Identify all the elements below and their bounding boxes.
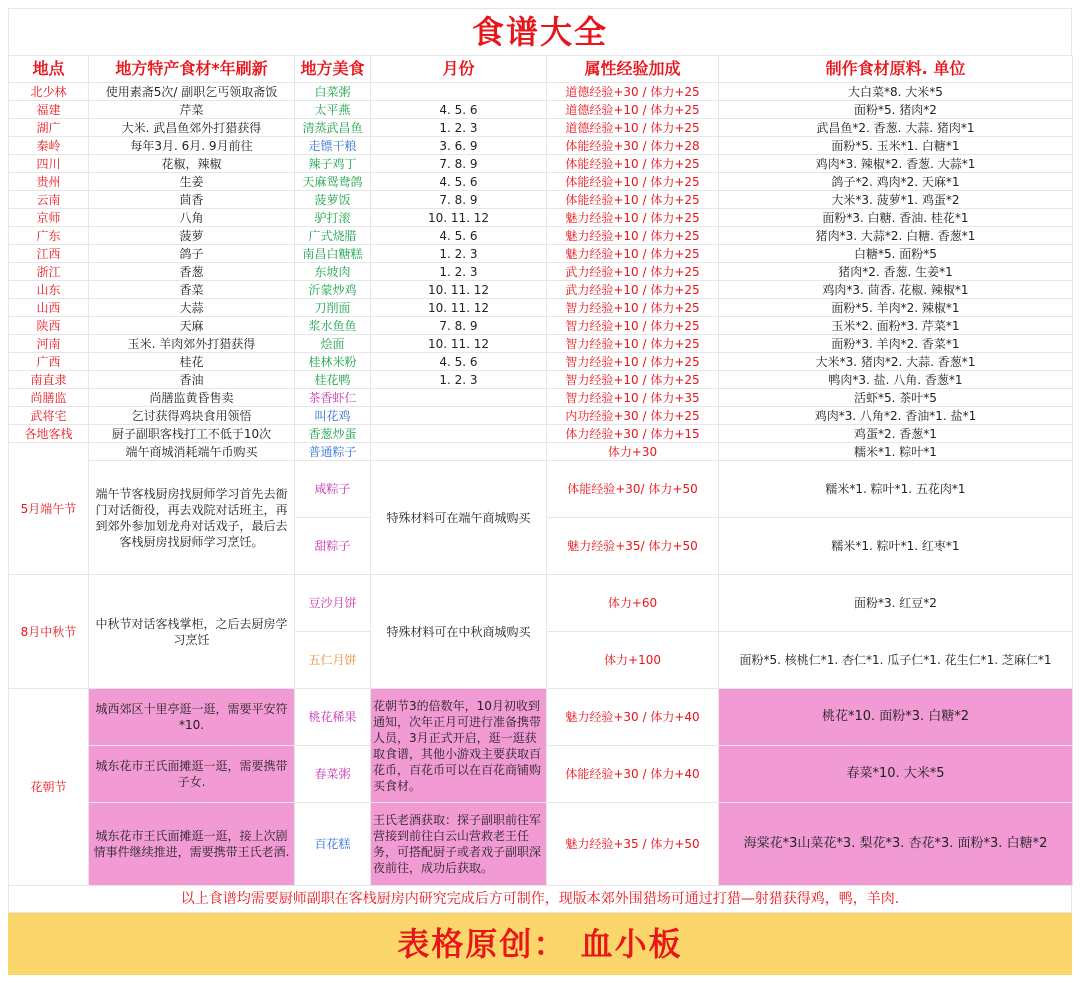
source-cell: 菠萝 <box>89 227 295 245</box>
table-row <box>9 191 1073 209</box>
months-cell: 4. 5. 6 <box>371 101 547 119</box>
source-cell: 香葱 <box>89 263 295 281</box>
bonus-cell: 体力+60 <box>547 575 719 632</box>
ingredients-cell: 面粉*3. 红豆*2 <box>719 575 1073 632</box>
dish-cell: 太平燕 <box>295 101 371 119</box>
source-cell: 芹菜 <box>89 101 295 119</box>
source-cell: 花椒，辣椒 <box>89 155 295 173</box>
dish-cell: 烩面 <box>295 335 371 353</box>
months-cell: 特殊材料可在端午商城购买 <box>371 461 547 575</box>
dish-cell: 咸粽子 <box>295 461 371 518</box>
bonus-cell: 魅力经验+10 / 体力+25 <box>547 227 719 245</box>
header-ingredients: 制作食材原料. 单位 <box>719 56 1073 83</box>
dish-cell: 驴打滚 <box>295 209 371 227</box>
dish-cell: 刀削面 <box>295 299 371 317</box>
location-cell: 山东 <box>9 281 89 299</box>
location-cell: 贵州 <box>9 173 89 191</box>
dish-cell: 桂林米粉 <box>295 353 371 371</box>
source-cell: 城东花市王氏面摊逛一逛，接上次剧情事件继续推进，需要携带王氏老酒. <box>89 803 295 886</box>
table-row <box>9 443 1073 461</box>
bonus-cell: 魅力经验+35/ 体力+50 <box>547 518 719 575</box>
bonus-cell: 道德经验+10 / 体力+25 <box>547 119 719 137</box>
source-cell: 大蒜 <box>89 299 295 317</box>
location-cell: 河南 <box>9 335 89 353</box>
months-cell: 10. 11. 12 <box>371 299 547 317</box>
location-cell: 武将宅 <box>9 407 89 425</box>
months-cell: 7. 8. 9 <box>371 155 547 173</box>
dish-cell: 沂蒙炒鸡 <box>295 281 371 299</box>
dish-cell: 南昌白糖糕 <box>295 245 371 263</box>
ingredients-cell: 鸡肉*3. 八角*2. 香油*1. 盐*1 <box>719 407 1073 425</box>
ingredients-cell: 武昌鱼*2. 香葱. 大蒜. 猪肉*1 <box>719 119 1073 137</box>
ingredients-cell: 面粉*3. 白糖. 香油. 桂花*1 <box>719 209 1073 227</box>
source-cell: 端午商城消耗端午币购买 <box>89 443 295 461</box>
table-row <box>9 335 1073 353</box>
location-cell: 陕西 <box>9 317 89 335</box>
bonus-cell: 智力经验+10 / 体力+25 <box>547 371 719 389</box>
festival-location: 8月中秋节 <box>9 575 89 689</box>
table-row <box>9 689 1073 746</box>
ingredients-cell: 面粉*3. 羊肉*2. 香菜*1 <box>719 335 1073 353</box>
table-row <box>9 299 1073 317</box>
header-source: 地方特产食材*年刷新 <box>89 56 295 83</box>
ingredients-cell: 糯米*1. 粽叶*1. 红枣*1 <box>719 518 1073 575</box>
bonus-cell: 智力经验+10 / 体力+25 <box>547 317 719 335</box>
author-banner: 表格原创： 血小板 <box>8 913 1072 975</box>
bonus-cell: 魅力经验+10 / 体力+25 <box>547 209 719 227</box>
bonus-cell: 智力经验+10 / 体力+25 <box>547 353 719 371</box>
ingredients-cell: 白糖*5. 面粉*5 <box>719 245 1073 263</box>
dish-cell: 香葱炒蛋 <box>295 425 371 443</box>
source-cell: 香油 <box>89 371 295 389</box>
months-cell <box>371 443 547 461</box>
ingredients-cell: 猪肉*3. 大蒜*2. 白糖. 香葱*1 <box>719 227 1073 245</box>
table-row <box>9 371 1073 389</box>
location-cell: 广东 <box>9 227 89 245</box>
source-cell: 香菜 <box>89 281 295 299</box>
dish-cell: 普通粽子 <box>295 443 371 461</box>
location-cell: 南直隶 <box>9 371 89 389</box>
bonus-cell: 魅力经验+30 / 体力+40 <box>547 689 719 746</box>
location-cell: 北少林 <box>9 83 89 101</box>
header-dish: 地方美食 <box>295 56 371 83</box>
dish-cell: 叫花鸡 <box>295 407 371 425</box>
source-cell: 厨子副职客栈打工不低于10次 <box>89 425 295 443</box>
source-cell: 茴香 <box>89 191 295 209</box>
table-row <box>9 803 1073 886</box>
source-cell: 八角 <box>89 209 295 227</box>
ingredients-cell: 玉米*2. 面粉*3. 芹菜*1 <box>719 317 1073 335</box>
ingredients-cell: 大白菜*8. 大米*5 <box>719 83 1073 101</box>
table-row <box>9 227 1073 245</box>
months-cell: 10. 11. 12 <box>371 335 547 353</box>
bonus-cell: 魅力经验+35 / 体力+50 <box>547 803 719 886</box>
bonus-cell: 体能经验+30 / 体力+40 <box>547 746 719 803</box>
dish-cell: 百花糕 <box>295 803 371 886</box>
ingredients-cell: 面粉*5. 玉米*1. 白糖*1 <box>719 137 1073 155</box>
bonus-cell: 道德经验+10 / 体力+25 <box>547 101 719 119</box>
zhongqiu-section <box>9 575 1073 689</box>
source-cell: 每年3月. 6月. 9月前往 <box>89 137 295 155</box>
location-cell: 秦岭 <box>9 137 89 155</box>
dish-cell: 豆沙月饼 <box>295 575 371 632</box>
ingredients-cell: 鸡肉*3. 辣椒*2. 香葱. 大蒜*1 <box>719 155 1073 173</box>
source-cell: 端午节客栈厨房找厨师学习首先去衙门对话衙役，再去戏院对话班主，再到郊外参加划龙舟对话戏子，最后去客栈厨房找厨师学习烹饪。 <box>89 461 295 575</box>
header-bonus: 属性经验加成 <box>547 56 719 83</box>
dish-cell: 桂花鸭 <box>295 371 371 389</box>
months-cell <box>371 389 547 407</box>
table-row <box>9 263 1073 281</box>
location-cell: 福建 <box>9 101 89 119</box>
location-cell: 云南 <box>9 191 89 209</box>
months-cell <box>371 83 547 101</box>
months-cell: 7. 8. 9 <box>371 317 547 335</box>
recipe-table <box>8 55 1073 886</box>
ingredients-cell: 猪肉*2. 香葱. 生姜*1 <box>719 263 1073 281</box>
bonus-cell: 智力经验+10 / 体力+25 <box>547 335 719 353</box>
dish-cell: 五仁月饼 <box>295 632 371 689</box>
bonus-cell: 体能经验+10 / 体力+25 <box>547 191 719 209</box>
bonus-cell: 武力经验+10 / 体力+25 <box>547 281 719 299</box>
source-cell: 尚膳监黄昏售卖 <box>89 389 295 407</box>
dish-cell: 茶香虾仁 <box>295 389 371 407</box>
months-cell <box>371 407 547 425</box>
festival-location: 花朝节 <box>9 689 89 886</box>
table-row <box>9 281 1073 299</box>
ingredients-cell: 鸡蛋*2. 香葱*1 <box>719 425 1073 443</box>
header-location: 地点 <box>9 56 89 83</box>
table-row <box>9 407 1073 425</box>
table-row <box>9 575 1073 632</box>
table-row <box>9 317 1073 335</box>
table-row <box>9 209 1073 227</box>
bonus-cell: 体力经验+30 / 体力+15 <box>547 425 719 443</box>
months-cell: 4. 5. 6 <box>371 227 547 245</box>
months-cell: 1. 2. 3 <box>371 245 547 263</box>
source-cell: 中秋节对话客栈掌柜，之后去厨房学习烹饪 <box>89 575 295 689</box>
bonus-cell: 内功经验+30 / 体力+25 <box>547 407 719 425</box>
dish-cell: 白菜粥 <box>295 83 371 101</box>
ingredients-cell: 面粉*5. 羊肉*2. 辣椒*1 <box>719 299 1073 317</box>
bonus-cell: 体力+100 <box>547 632 719 689</box>
location-cell: 湖广 <box>9 119 89 137</box>
header-months: 月份 <box>371 56 547 83</box>
bonus-cell: 智力经验+10 / 体力+35 <box>547 389 719 407</box>
dish-cell: 桃花稀果 <box>295 689 371 746</box>
table-row <box>9 137 1073 155</box>
dish-cell: 浆水鱼鱼 <box>295 317 371 335</box>
ingredients-cell: 糯米*1. 粽叶*1 <box>719 443 1073 461</box>
location-cell: 江西 <box>9 245 89 263</box>
ingredients-cell: 大米*3. 菠萝*1. 鸡蛋*2 <box>719 191 1073 209</box>
ingredients-cell: 活虾*5. 茶叶*5 <box>719 389 1073 407</box>
huachao-section <box>9 689 1073 886</box>
table-row <box>9 353 1073 371</box>
months-cell: 4. 5. 6 <box>371 173 547 191</box>
table-row <box>9 245 1073 263</box>
dish-cell: 清蒸武昌鱼 <box>295 119 371 137</box>
bonus-cell: 魅力经验+10 / 体力+25 <box>547 245 719 263</box>
location-cell: 尚膳监 <box>9 389 89 407</box>
location-cell: 各地客栈 <box>9 425 89 443</box>
months-cell <box>371 425 547 443</box>
table-row <box>9 155 1073 173</box>
months-cell: 1. 2. 3 <box>371 263 547 281</box>
footnote: 以上食谱均需要厨师副职在客栈厨房内研究完成后方可制作，现版本郊外围猎场可通过打猎—射猎获得鸡，鸭，羊肉. <box>8 886 1072 913</box>
location-cell: 浙江 <box>9 263 89 281</box>
table-row <box>9 119 1073 137</box>
bonus-cell: 体能经验+10 / 体力+25 <box>547 173 719 191</box>
source-cell: 玉米. 羊肉郊外打猎获得 <box>89 335 295 353</box>
source-cell: 天麻 <box>89 317 295 335</box>
table-row <box>9 83 1073 101</box>
bonus-cell: 体能经验+30/ 体力+50 <box>547 461 719 518</box>
source-cell: 桂花 <box>89 353 295 371</box>
source-cell: 城西郊区十里亭逛一逛，需要平安符*10. <box>89 689 295 746</box>
sheet-title: 食谱大全 <box>8 8 1072 55</box>
months-cell: 3. 6. 9 <box>371 137 547 155</box>
ingredients-cell: 大米*3. 猪肉*2. 大蒜. 香葱*1 <box>719 353 1073 371</box>
months-cell: 1. 2. 3 <box>371 119 547 137</box>
location-cell: 山西 <box>9 299 89 317</box>
bonus-cell: 武力经验+10 / 体力+25 <box>547 263 719 281</box>
months-cell: 特殊材料可在中秋商城购买 <box>371 575 547 689</box>
ingredients-cell: 鸡肉*3. 茴香. 花椒. 辣椒*1 <box>719 281 1073 299</box>
header-row <box>9 56 1073 83</box>
ingredients-cell: 面粉*5. 核桃仁*1. 杏仁*1. 瓜子仁*1. 花生仁*1. 芝麻仁*1 <box>719 632 1073 689</box>
dish-cell: 甜粽子 <box>295 518 371 575</box>
ingredients-cell: 面粉*5. 猪肉*2 <box>719 101 1073 119</box>
ingredients-cell: 海棠花*3山菜花*3. 梨花*3. 杏花*3. 面粉*3. 白糖*2 <box>719 803 1073 886</box>
table-row <box>9 425 1073 443</box>
dish-cell: 春菜粥 <box>295 746 371 803</box>
dish-cell: 菠萝饭 <box>295 191 371 209</box>
location-cell: 广西 <box>9 353 89 371</box>
bonus-cell: 体能经验+10 / 体力+25 <box>547 155 719 173</box>
ingredients-cell: 鸽子*2. 鸡肉*2. 天麻*1 <box>719 173 1073 191</box>
source-cell: 鸽子 <box>89 245 295 263</box>
months-cell: 1. 2. 3 <box>371 371 547 389</box>
source-cell: 使用素斋5次/ 副职乞丐领取斋饭 <box>89 83 295 101</box>
source-cell: 生姜 <box>89 173 295 191</box>
source-cell: 乞讨获得鸡块食用领悟 <box>89 407 295 425</box>
festival-location: 5月端午节 <box>9 443 89 575</box>
ingredients-cell: 春菜*10. 大米*5 <box>719 746 1073 803</box>
table-row <box>9 101 1073 119</box>
dish-cell: 广式烧腊 <box>295 227 371 245</box>
dish-cell: 走镖干粮 <box>295 137 371 155</box>
months-cell: 10. 11. 12 <box>371 209 547 227</box>
source-cell: 大米. 武昌鱼郊外打猎获得 <box>89 119 295 137</box>
bonus-cell: 智力经验+10 / 体力+25 <box>547 299 719 317</box>
table-row <box>9 389 1073 407</box>
months-cell: 王氏老酒获取：探子副职前往军营接到前往白云山营救老王任务，可搭配厨子或者戏子副职深夜前往，成功后获取。 <box>371 803 547 886</box>
months-cell: 7. 8. 9 <box>371 191 547 209</box>
bonus-cell: 道德经验+30 / 体力+25 <box>547 83 719 101</box>
table-row <box>9 461 1073 518</box>
dish-cell: 辣子鸡丁 <box>295 155 371 173</box>
dish-cell: 东坡肉 <box>295 263 371 281</box>
bonus-cell: 体能经验+30 / 体力+28 <box>547 137 719 155</box>
months-cell: 花朝节3的倍数年，10月初收到通知，次年正月可进行准备携带人员，3月正式开启，逛一逛获取食谱，其他小游戏主要获取百花币，百花币可以在百花商铺购买食材。 <box>371 689 547 803</box>
ingredients-cell: 桃花*10. 面粉*3. 白糖*2 <box>719 689 1073 746</box>
recipe-sheet <box>8 8 1072 975</box>
dish-cell: 天麻鸳鸯鸽 <box>295 173 371 191</box>
bonus-cell: 体力+30 <box>547 443 719 461</box>
months-cell: 10. 11. 12 <box>371 281 547 299</box>
ingredients-cell: 糯米*1. 粽叶*1. 五花肉*1 <box>719 461 1073 518</box>
location-cell: 四川 <box>9 155 89 173</box>
duanwu-section <box>9 443 1073 575</box>
location-cell: 京师 <box>9 209 89 227</box>
table-row <box>9 173 1073 191</box>
source-cell: 城东花市王氏面摊逛一逛，需要携带子女. <box>89 746 295 803</box>
ingredients-cell: 鸭肉*3. 盐. 八角. 香葱*1 <box>719 371 1073 389</box>
months-cell: 4. 5. 6 <box>371 353 547 371</box>
